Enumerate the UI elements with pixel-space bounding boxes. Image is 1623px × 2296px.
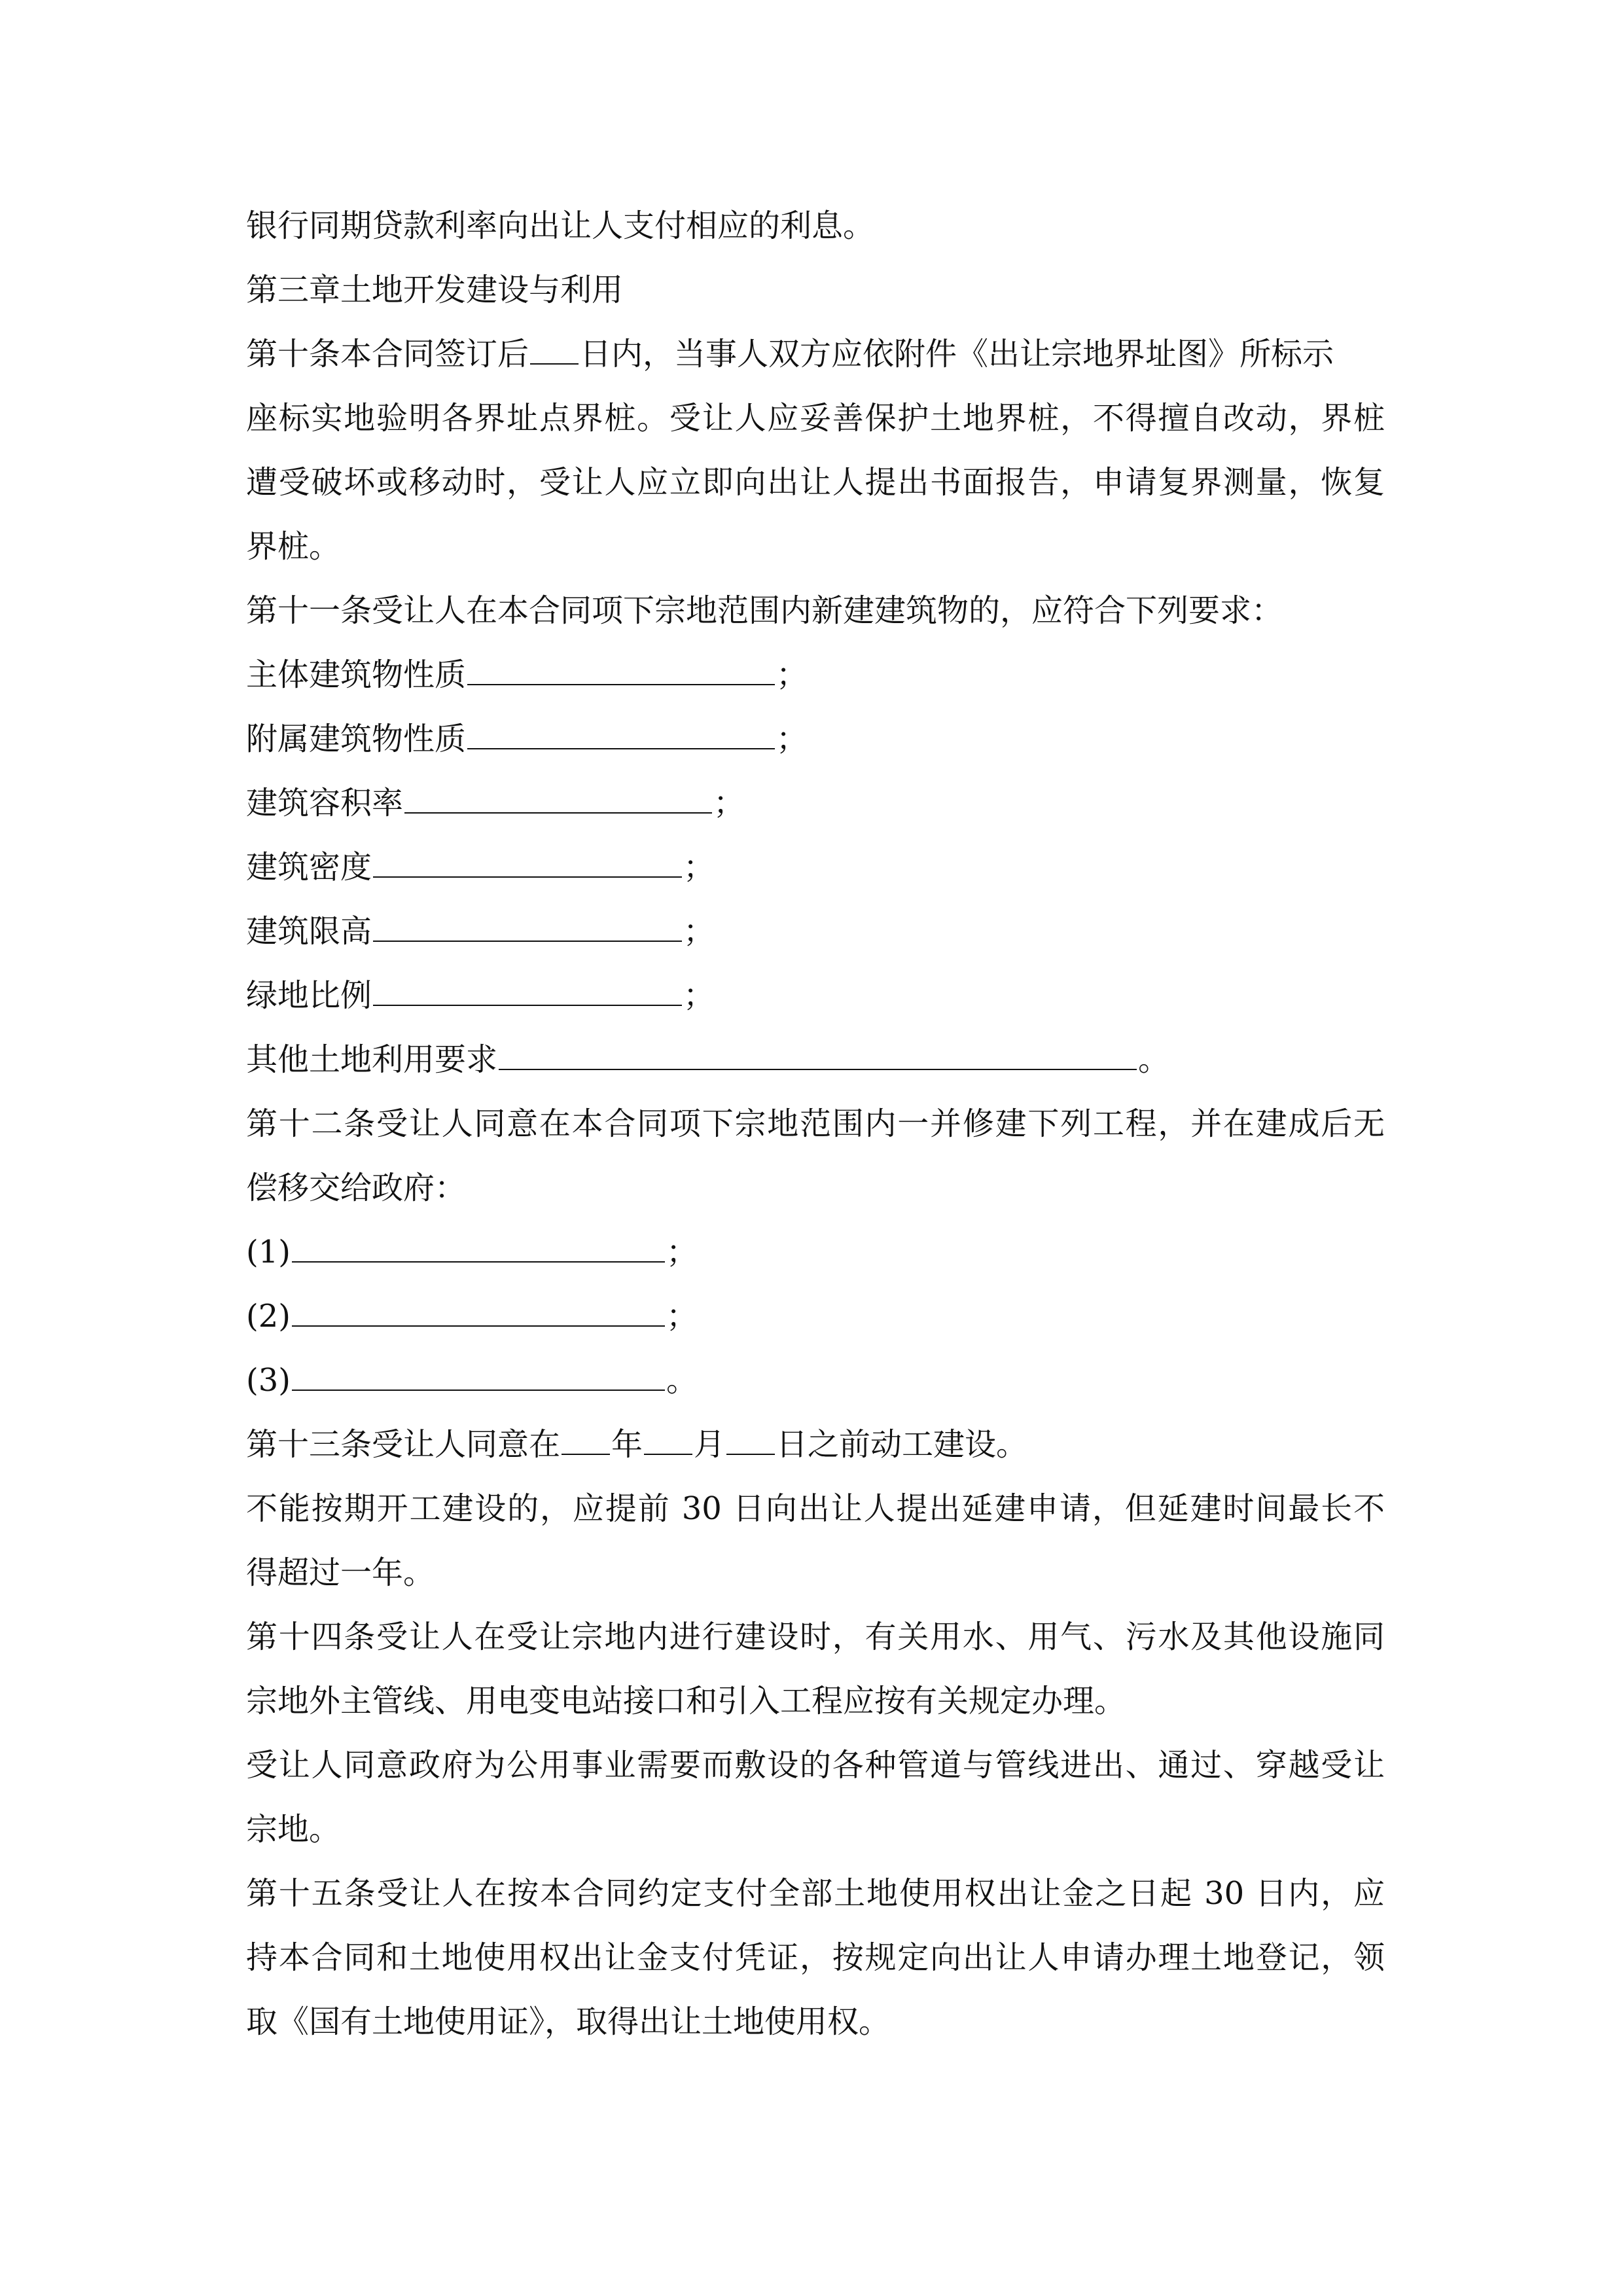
field-plot-ratio: 建筑容积率 ；: [246, 785, 745, 821]
chapter-heading: 第三章土地开发建设与利用: [246, 272, 624, 308]
text-line: 宗地。: [246, 1811, 341, 1848]
project-1-blank: [292, 1239, 665, 1263]
article-15-line-1: 第十五条受让人在按本合同约定支付全部土地使用权出让金之日起 30 日内，应: [246, 1875, 1385, 1912]
article-14-line-1: 第十四条受让人在受让宗地内进行建设时，有关用水、用气、污水及其他设施同: [246, 1619, 1385, 1655]
height-limit-blank: [373, 918, 682, 942]
year-blank: [562, 1431, 610, 1455]
article-11: 第十一条受让人在本合同项下宗地范围内新建建筑物的，应符合下列要求：: [246, 592, 1283, 629]
main-building-nature-blank: [467, 662, 775, 685]
text-line: 座标实地验明各界址点界桩。受让人应妥善保护土地界桩，不得擅自改动，界桩: [246, 400, 1385, 437]
field-building-density: 建筑密度 ；: [246, 849, 715, 886]
field-auxiliary-building-nature: 附属建筑物性质 ；: [246, 721, 808, 757]
day-blank: [726, 1431, 775, 1455]
project-item-3: (3) 。: [246, 1362, 698, 1399]
article-10-line-1: 第十条本合同签订后 日内，当事人双方应依附件《出让宗地界址图》所标示: [246, 336, 1334, 372]
project-item-2: (2) ；: [246, 1298, 698, 1335]
text-line: 受让人同意政府为公用事业需要而敷设的各种管道与管线进出、通过、穿越受让: [246, 1747, 1385, 1784]
project-item-1: (1) ；: [246, 1234, 698, 1270]
text-line: 偿移交给政府：: [246, 1170, 467, 1206]
field-height-limit: 建筑限高 ；: [246, 913, 715, 950]
text-line: 宗地外主管线、用电变电站接口和引入工程应按有关规定办理。: [246, 1683, 1126, 1719]
contract-text-body: [246, 194, 1385, 2054]
project-3-blank: [292, 1367, 665, 1391]
text-line: 持本合同和土地使用权出让金支付凭证，按规定向出让人申请办理土地登记，领: [246, 1939, 1385, 1976]
text-line: 取《国有土地使用证》，取得出让土地使用权。: [246, 2003, 891, 2040]
other-requirements-blank: [499, 1047, 1137, 1070]
text-line: 不能按期开工建设的，应提前 30 日向出让人提出延建申请，但延建时间最长不: [246, 1490, 1385, 1527]
plot-ratio-blank: [404, 790, 712, 814]
text-line: 界桩。: [246, 528, 341, 565]
field-main-building-nature: 主体建筑物性质 ；: [246, 656, 808, 693]
text-line: 遭受破坏或移动时，受让人应立即向出让人提出书面报告，申请复界测量，恢复: [246, 464, 1385, 501]
green-ratio-blank: [373, 982, 682, 1006]
article-13: 第十三条受让人同意在 年 月 日之前动工建设。: [246, 1426, 1028, 1463]
field-other-requirements: 其他土地利用要求 。: [246, 1041, 1170, 1078]
text-line: 银行同期贷款利率向出让人支付相应的利息。: [246, 207, 875, 244]
field-green-ratio: 绿地比例 ；: [246, 977, 715, 1014]
month-blank: [644, 1431, 692, 1455]
building-density-blank: [373, 854, 682, 878]
project-2-blank: [292, 1303, 665, 1327]
auxiliary-building-nature-blank: [467, 726, 775, 749]
days-blank: [530, 341, 579, 365]
text-line: 得超过一年。: [246, 1554, 435, 1591]
article-12-line-1: 第十二条受让人同意在本合同项下宗地范围内一并修建下列工程，并在建成后无: [246, 1105, 1385, 1142]
